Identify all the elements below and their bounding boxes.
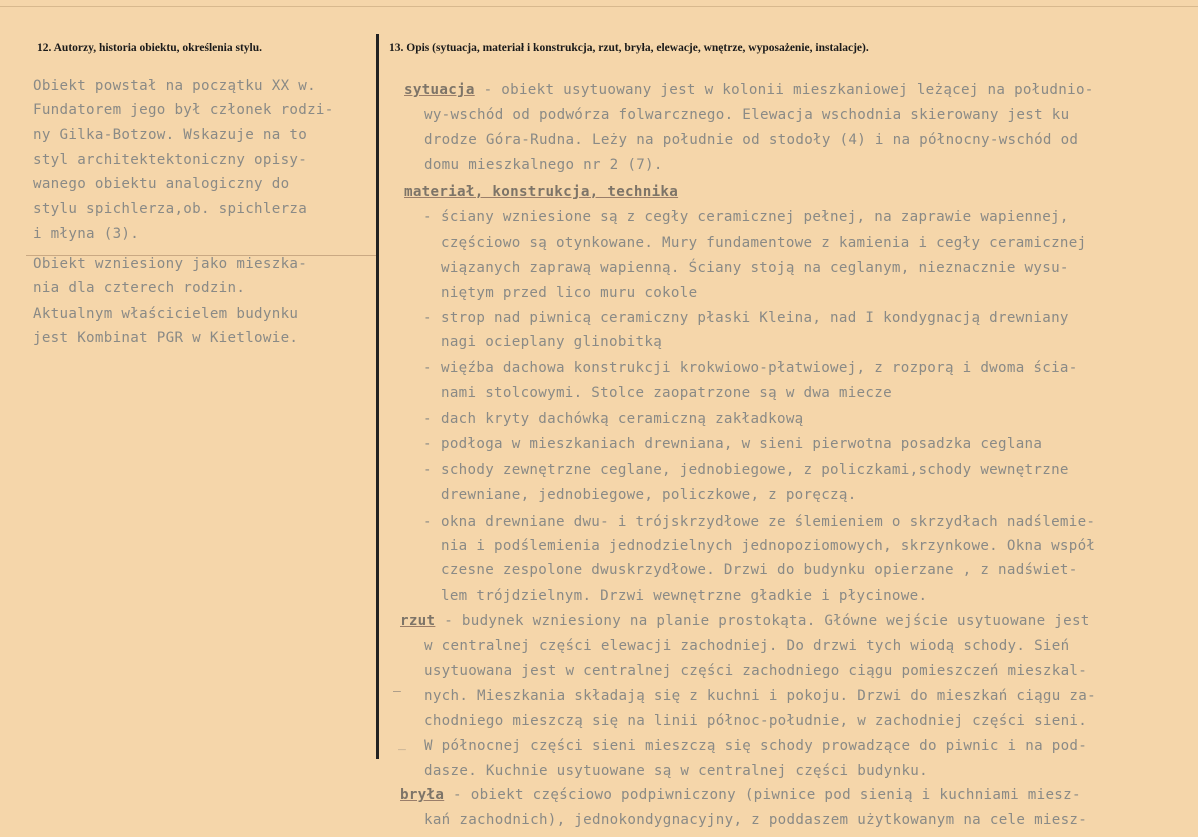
section-keyword: materiał, konstrukcja, technika: [404, 184, 679, 200]
left-text-line: Obiekt wzniesiony jako mieszka-: [33, 256, 308, 272]
right-text-line: [423, 205, 1069, 230]
line-text: dasze. Kuchnie usytuowane są w centralnej części budynku.: [424, 763, 928, 779]
line-text: lem trójdzielnym. Drzwi wewnętrzne gładkie i płycinowe.: [441, 588, 928, 604]
line-text: wy-wschód od podwórza folwarcznego. Elewacja wschodnia skierowany jest ku: [424, 107, 1070, 123]
right-text-line: [424, 808, 1087, 833]
line-text: strop nad piwnicą ceramiczny płaski Kleina, nad I kondygnacją drewniany: [441, 310, 1069, 326]
right-text-line: [441, 231, 1086, 256]
right-text-line: [423, 407, 804, 432]
line-text: nych. Mieszkania składają się z kuchni i pokoju. Drzwi do mieszkań ciągu za-: [424, 688, 1096, 704]
list-dash: -: [423, 462, 432, 478]
right-text-line: [424, 634, 1069, 659]
right-text-line: [441, 256, 1069, 281]
right-text-line: [441, 483, 857, 508]
right-text-line: [424, 103, 1069, 128]
list-dash: -: [423, 360, 432, 376]
line-text: - budynek wzniesiony na planie prostokąta. Główne wejście usytuowane jest: [435, 613, 1090, 629]
line-text: drodze Góra-Rudna. Leży na południe od stodoły (4) i na północny-wschód od: [424, 132, 1079, 148]
right-text-line: [424, 684, 1096, 709]
line-text: okna drewniane dwu- i trójskrzydłowe ze ślemieniem o skrzydłach nadślemie-: [441, 514, 1096, 530]
right-text-line: [424, 759, 928, 784]
left-text-line: stylu spichlerza,ob. spichlerza: [33, 201, 308, 217]
line-text: kań zachodnich), jednokondygnacyjny, z poddaszem użytkowanym na cele miesz-: [424, 812, 1088, 828]
right-text-line: [423, 356, 1078, 381]
line-text: nia i podślemienia jednodzielnych jednopoziomowych, skrzynkowe. Okna współ: [441, 538, 1096, 554]
right-text-line: [441, 281, 697, 306]
right-text-line: [441, 330, 662, 355]
list-dash: -: [423, 436, 432, 452]
section-keyword: bryła: [400, 787, 445, 803]
line-text: nami stolcowymi. Stolce zaopatrzone są w dwa miecze: [441, 385, 892, 401]
right-text-line: [424, 734, 1087, 759]
line-text: podłoga w mieszkaniach drewniana, w sieni pierwotna posadzka ceglana: [441, 436, 1043, 452]
right-section-header: 13. Opis (sytuacja, materiał i konstrukcja, rzut, bryła, elewacje, wnętrze, wyposażenie, instalacje).: [389, 42, 869, 54]
right-text-line: [404, 78, 1094, 103]
right-text-line: [441, 381, 892, 406]
left-text-line: wanego obiektu analogiczny do: [33, 176, 290, 192]
list-dash: -: [423, 411, 432, 427]
right-text-line: [424, 709, 1087, 734]
right-text-line: [423, 458, 1069, 483]
line-text: dach kryty dachówką ceramiczną zakładkową: [441, 411, 804, 427]
left-section-header: 12. Autorzy, historia obiektu, określenia stylu.: [37, 42, 263, 54]
left-text-line: Aktualnym właścicielem budynku: [33, 306, 299, 322]
right-text-line: [423, 510, 1096, 535]
line-text: w centralnej części elewacji zachodniej. Do drzwi tych wiodą schody. Sień: [424, 638, 1070, 654]
left-text-line: ny Gilka-Botzow. Wskazuje na to: [33, 127, 308, 143]
line-text: nagi ocieplany glinobitką: [441, 334, 663, 350]
line-text: niętym przed lico muru cokole: [441, 285, 698, 301]
line-text: wiązanych zaprawą wapienną. Ściany stoją na ceglanym, nieznacznie wysu-: [441, 260, 1069, 276]
section-keyword: sytuacja: [404, 82, 475, 98]
line-text: - obiekt częściowo podpiwniczony (piwnice pod sienią i kuchniami miesz-: [444, 787, 1081, 803]
section-keyword: rzut: [400, 613, 436, 629]
column-divider: [376, 34, 379, 759]
line-text: usytuowana jest w centralnej części zachodniego ciągu pomieszczeń mieszkal-: [424, 663, 1088, 679]
line-text: częściowo są otynkowane. Mury fundamentowe z kamienia i cegły ceramicznej: [441, 235, 1087, 251]
list-dash: -: [423, 209, 432, 225]
line-text: - obiekt usytuowany jest w kolonii mieszkaniowej leżącej na południo-: [474, 82, 1094, 98]
left-text-line: i młyna (3).: [33, 226, 140, 242]
right-text-line: [424, 153, 663, 178]
left-text-line: Obiekt powstał na początku XX w.: [33, 78, 316, 94]
right-text-line: [400, 609, 1090, 634]
right-text-line: [441, 558, 1078, 583]
right-text-line: [424, 128, 1078, 153]
line-text: ściany wzniesione są z cegły ceramicznej pełnej, na zaprawie wapiennej,: [441, 209, 1069, 225]
margin-mark: —: [393, 684, 401, 699]
margin-mark: _: [398, 736, 406, 751]
line-text: domu mieszkalnego nr 2 (7).: [424, 157, 663, 173]
left-text-line: jest Kombinat PGR w Kietlowie.: [33, 330, 299, 346]
top-edge-line: [0, 6, 1198, 7]
right-text-line: [441, 584, 927, 609]
line-text: W północnej części sieni mieszczą się schody prowadzące do piwnic i na pod-: [424, 738, 1088, 754]
line-text: więźba dachowa konstrukcji krokwiowo-płatwiowej, z rozporą i dwoma ścia-: [441, 360, 1078, 376]
line-text: czesne zespolone dwuskrzydłowe. Drzwi do budynku opierzane , z nadświet-: [441, 562, 1078, 578]
list-dash: -: [423, 514, 432, 530]
left-text-line: Fundatorem jego był członek rodzi-: [33, 102, 334, 118]
line-text: schody zewnętrzne ceglane, jednobiegowe, z policzkami,schody wewnętrzne: [441, 462, 1069, 478]
list-dash: -: [423, 310, 432, 326]
right-text-line: [424, 659, 1087, 684]
left-text-line: styl architektektoniczny opisy-: [33, 152, 308, 168]
right-text-line: [423, 432, 1043, 457]
line-text: chodniego mieszczą się na linii północ-południe, w zachodniej części sieni.: [424, 713, 1088, 729]
right-text-line: [423, 306, 1069, 331]
right-text-line: [404, 180, 678, 205]
left-text-line: nia dla czterech rodzin.: [33, 280, 246, 296]
line-text: drewniane, jednobiegowe, policzkowe, z poręczą.: [441, 487, 857, 503]
right-text-line: [400, 783, 1081, 808]
right-text-line: [441, 534, 1095, 559]
